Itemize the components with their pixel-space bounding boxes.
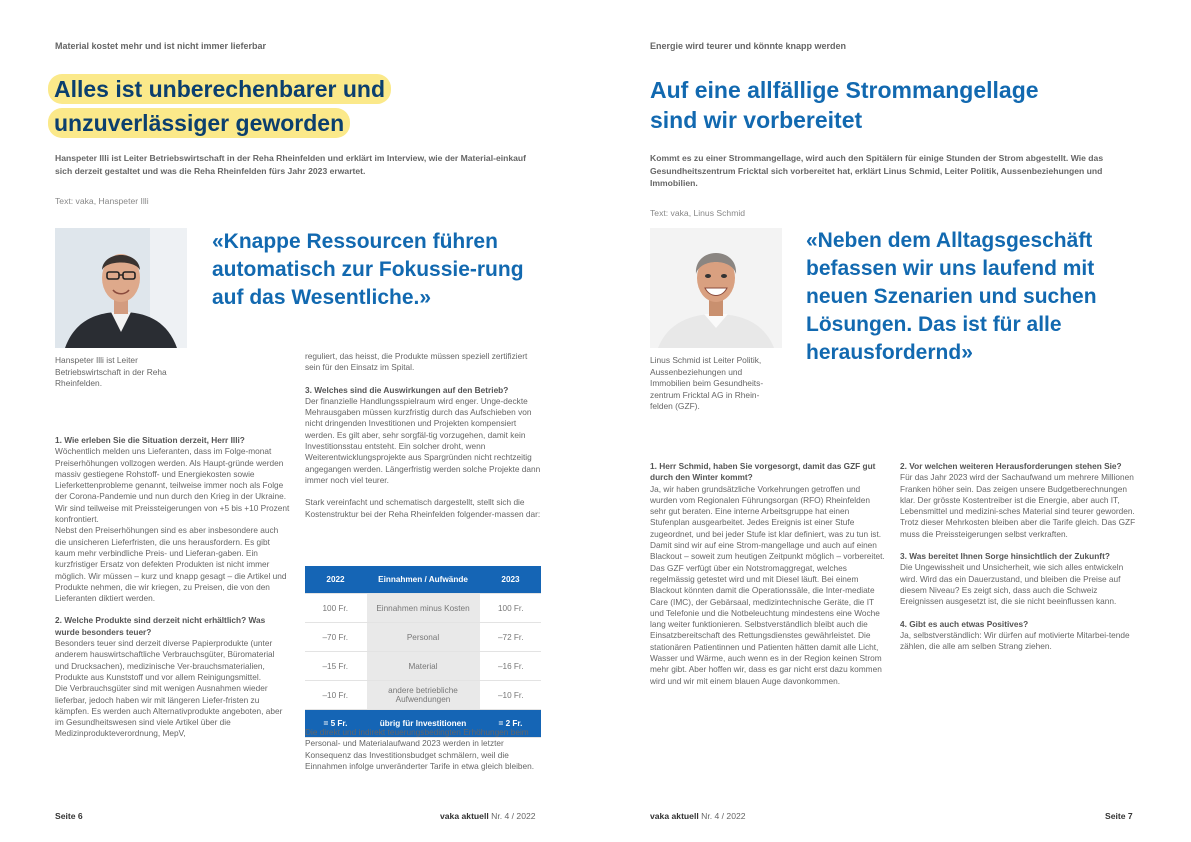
right-credit: Text: vaka, Linus Schmid <box>650 208 746 218</box>
table-header-2023: 2023 <box>480 566 541 594</box>
table-total-cell: = 5 Fr. <box>305 710 366 738</box>
table-row <box>305 652 541 681</box>
left-pull-quote: «Knappe Ressourcen führen automatisch zur Fokussie-rung auf das Wesentliche.» <box>212 230 524 309</box>
right-pub-issue: Nr. 4 / 2022 <box>701 811 746 821</box>
left-footer-page <box>55 811 83 821</box>
right-answer-2: Für das Jahr 2023 wird der Sachaufwand um mehrere Millionen Franken höher sein. Das zeigen unsere Budgetberechnungen klar. Der grösste Kostentreiber ist die Energie, aber auch IT, Lebensmittel und medizini-sches Material sind teurer geworden. Trotz dieser Mehrkosten bleiben aber die Tarife gleich. Das GZF muss die Preissteigerungen selbst verkraften. <box>900 472 1136 539</box>
right-headline-line-1: Auf eine allfällige Strommangellage <box>650 77 1039 103</box>
left-answer-2: Besonders teuer sind derzeit diverse Papierprodukte (unter anderem hauswirtschaftliche Verbrauchsgüter, Büromaterial und Drucksachen), medizinische Ver-brauchsmaterialien, Produkte aus Kunststoff und vor allem Reinigungsmittel. <box>55 638 275 682</box>
left-question-3: 3. Welches sind die Auswirkungen auf den Betrieb? <box>305 384 509 395</box>
portrait-illi-illustration <box>55 228 187 348</box>
table-row <box>305 623 541 652</box>
left-answer-1: Wöchentlich melden uns Lieferanten, dass im Folge-monat Preiserhöhungen vollzogen werden. Als Haupt-gründe werden massiv gestiegene Rohstoff- und Energiekosten sowie Lieferkettenprobleme genannt, teilweise immer noch als Folge der Corona-Pandemie und nun durch den Krieg in der Ukraine. Wir sind teilweise mit Preissteigerungen von +5 bis +10 Prozent konfrontiert. <box>55 446 290 525</box>
left-column-1 <box>55 435 290 740</box>
cost-structure-table <box>305 566 541 738</box>
left-table-intro: Stark vereinfacht und schematisch dargestellt, stellt sich die Kostenstruktur bei der Reha Rheinfelden folgender-massen dar: <box>305 497 541 519</box>
right-answer-1: Ja, wir haben grundsätzliche Vorkehrungen getroffen und wurden vom Regionalen Führungsorgan (RFO) Rheinfelden sehr gut beraten. Eine interne Arbeitsgruppe hat einen Stufenplan ausgearbeitet. Jedes Ereignis ist einer Stufe zugeordnet, und bei jeder Stufe ist klar definiert, was zu tun ist. Damit sind wir auf eine Strom-mangellage und auch auf einen Blackout – soweit zum heutigen Zeitpunkt möglich – vorbereitet. <box>650 483 885 562</box>
right-headline-line-2: sind wir vorbereitet <box>650 107 863 133</box>
right-photo-caption: Linus Schmid ist Leiter Politik, Aussenbeziehungen und Immobilien beim Gesundheits-zentrum Fricktal AG in Rhein-felden (GZF). <box>650 355 764 411</box>
left-column-2 <box>305 351 541 520</box>
table-cell: –16 Fr. <box>480 652 541 681</box>
table-cell: andere betriebliche Aufwendungen <box>366 681 480 710</box>
table-cell: –15 Fr. <box>305 652 366 681</box>
left-credit: Text: vaka, Hanspeter Illi <box>55 196 149 206</box>
right-pub-name: vaka aktuell <box>650 811 699 821</box>
left-table-outro: Die direkt und indirekt teuerungsbedingten Erhöhungen beim Personal- und Materialaufwand 2023 werden in letzter Konsequenz das Investitionsbudget schmälern, weil die Einnahmen infolge unveränderter Tarife in etwa gleich bleiben. <box>305 727 535 771</box>
right-answer-3: Die Ungewissheit und Unsicherheit, wie sich alles entwickeln wird. Wird das ein Dauerzustand, und bleiben die Preise auf diesem Niveau? Es zeigt sich, dass auch die Schweiz Ereignissen ausgesetzt ist, die sie nicht beeinflussen kann. <box>900 562 1124 607</box>
table-cell: –10 Fr. <box>305 681 366 710</box>
right-page-number: Seite 7 <box>1105 811 1133 821</box>
table-row <box>305 681 541 710</box>
left-kicker: Material kostet mehr und ist nicht immer lieferbar <box>55 41 267 51</box>
table-cell: Einnahmen minus Kosten <box>366 594 480 623</box>
table-cell: –72 Fr. <box>480 623 541 652</box>
table-cell: 100 Fr. <box>305 594 366 623</box>
right-answer-1b: Das GZF verfügt über ein Notstromaggregat, welches regelmässig getestet wird und mit Diesel läuft. Bei einem Blackout könnten damit die Operationssäle, die Inter-mediate Care (IMC), der Gebärsaal, medizintechnische Geräte, die IT und Telefonie und die Notbeleuchtung mindestens eine Woche lang weiter funktionieren. Selbstverständlich bleibt auch die Einsatzbereitschaft des Rettungsdienstes gewährleistet. Die stationären Patientinnen und Patienten hätten damit alle Licht, Wasser und Wärme, auch wenn es in der Region keinen Strom mehr gibt. Aber hoffen wir, dass es gar nicht erst dazu kommen wird und wir mit einem blauen Auge davonkommen. <box>650 562 882 686</box>
right-headline <box>650 75 1130 135</box>
table-header-2022: 2022 <box>305 566 366 594</box>
right-column-1 <box>650 461 886 687</box>
table-cell: 100 Fr. <box>480 594 541 623</box>
table-cell: –10 Fr. <box>480 681 541 710</box>
right-footer-publication <box>650 811 746 821</box>
left-answer-3: Der finanzielle Handlungsspielraum wird enger. Unge-deckte Mehrausgaben müssen kurzfristig durch das Aufschieben von nicht dringenden Investitionen und Projekten kompensiert werden. Es gilt aber, sehr sorgfäl-tig vorzugehen, damit kein Investitionsstau entsteht. Ein solcher droht, wenn Weiterentwicklungsprojekte aus Spargründen nicht rechtzeitig angegangen werden. Längerfristig werden solche Projekte dann immer noch viel teurer. <box>305 395 541 485</box>
table-row <box>305 594 541 623</box>
left-headline <box>48 72 428 140</box>
left-question-1: 1. Wie erleben Sie die Situation derzeit, Herr Illi? <box>55 435 245 445</box>
left-lead: Hanspeter Illi ist Leiter Betriebswirtschaft in der Reha Rheinfelden und erklärt im Interview, wie der Material-einkauf sich derzeit gestaltet und was die Reha Rheinfelden fürs Jahr 2023 erwartet. <box>55 153 527 176</box>
left-answer-1b: Nebst den Preiserhöhungen sind es aber insbesondere auch die unsicheren Lieferfristen, die uns herausfordern. Es gibt kaum mehr verbindliche Preis- und Lieferan-gaben. Ein kurzfristiger Ersatz von defekten Produkten ist nicht immer möglich. Wir müssen – kurz und knapp gesagt – die Artikel und Produkte nehmen, die wir kriegen, zu Preisen, die von den Lieferanten diktiert werden. <box>55 525 287 604</box>
left-question-2: 2. Welche Produkte sind derzeit nicht erhältlich? Was wurde besonders teuer? <box>55 615 266 637</box>
right-footer-page <box>1105 811 1133 821</box>
table-cell: Material <box>366 652 480 681</box>
portrait-schmid-illustration <box>650 228 782 348</box>
left-answer-2b: Die Verbrauchsgüter sind mit wenigen Ausnahmen wieder lieferbar, jedoch haben wir mit längeren Liefer-fristen zu kämpfen. Es werden auch Alternativprodukte angeboten, aber im Gesundheitswesen sind viele Artikel über die Medizinprodukteverordnung, MepV, <box>55 683 283 739</box>
right-question-4: 4. Gibt es auch etwas Positives? <box>900 618 1029 629</box>
right-question-2: 2. Vor welchen weiteren Herausforderungen stehen Sie? <box>900 461 1122 471</box>
portrait-photo-illi <box>55 228 187 348</box>
table-total-cell: = 2 Fr. <box>480 710 541 738</box>
left-photo-caption: Hanspeter Illi ist Leiter Betriebswirtschaft in der Reha Rheinfelden. <box>55 355 167 388</box>
table-cell: –70 Fr. <box>305 623 366 652</box>
left-headline-line-1: Alles ist unberechenbarer und <box>48 74 391 104</box>
left-pub-issue: Nr. 4 / 2022 <box>491 811 536 821</box>
left-headline-line-2: unzuverlässiger geworden <box>48 108 350 138</box>
right-question-3: 3. Was bereitet Ihnen Sorge hinsichtlich der Zukunft? <box>900 551 1110 562</box>
right-pull-quote: «Neben dem Alltagsgeschäft befassen wir uns laufend mit neuen Szenarien und suchen Lösungen. Das ist für alle herausfordernd» <box>806 229 1097 364</box>
left-col2-continuation: reguliert, das heisst, die Produkte müssen speziell zertifiziert sein für den Einsatz im Spital. <box>305 351 528 373</box>
table-cell: Personal <box>366 623 480 652</box>
right-column-2 <box>900 461 1140 652</box>
left-footer-publication <box>440 811 536 821</box>
right-lead: Kommt es zu einer Strommangellage, wird auch den Spitälern für einige Stunden der Strom abgestellt. Wie das Gesundheitszentrum Fricktal sich vorbereitet hat, erklärt Linus Schmid, Leiter Politik, Aussenbeziehungen und Immobilien. <box>650 153 1104 188</box>
table-header-label: Einnahmen / Aufwände <box>366 566 480 594</box>
right-answer-4: Ja, selbstverständlich: Wir dürfen auf motivierte Mitarbei-tende zählen, die alle am selben Strang ziehen. <box>900 629 1130 652</box>
table-total-cell: übrig für Investitionen <box>366 710 480 738</box>
left-pub-name: vaka aktuell <box>440 811 489 821</box>
right-kicker: Energie wird teurer und könnte knapp werden <box>650 41 847 51</box>
left-page-number: Seite 6 <box>55 811 83 821</box>
right-question-1: 1. Herr Schmid, haben Sie vorgesorgt, damit das GZF gut durch den Winter kommt? <box>650 461 876 483</box>
portrait-photo-schmid <box>650 228 782 348</box>
